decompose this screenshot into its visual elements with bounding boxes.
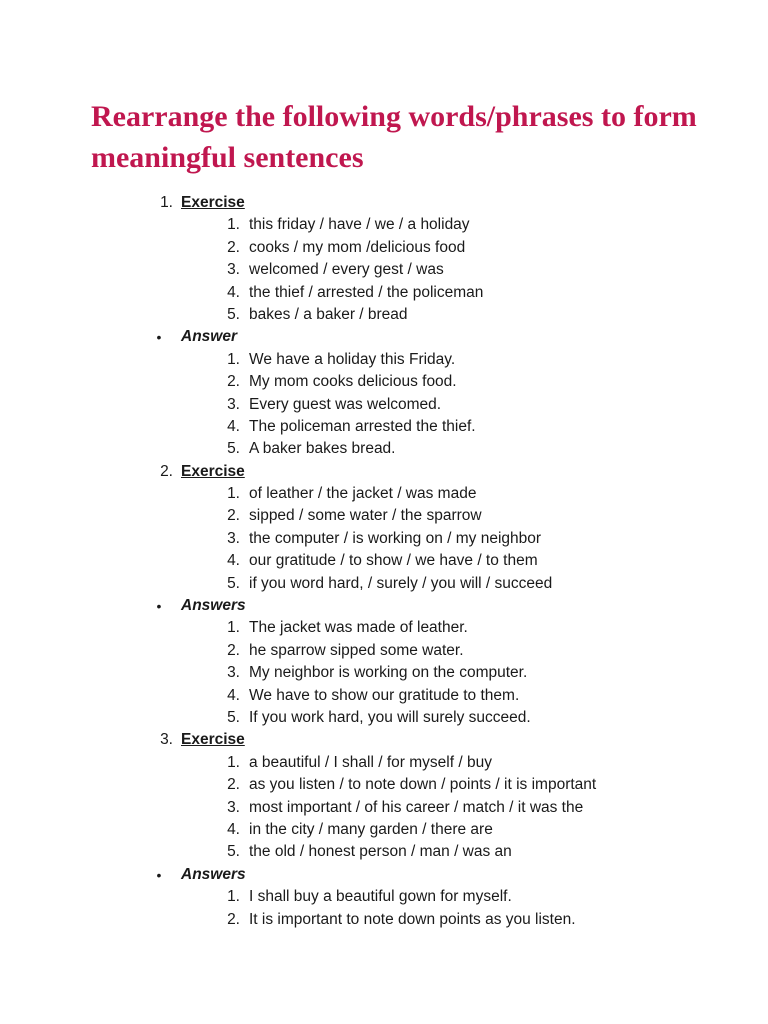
- item-number: 3.: [227, 529, 240, 547]
- item-text: if you word hard, / surely / you will / succeed: [249, 574, 553, 592]
- item-number: 2.: [227, 776, 240, 794]
- bullet-marker: •: [156, 598, 162, 615]
- item-text: We have to show our gratitude to them.: [249, 686, 520, 704]
- item-text: The jacket was made of leather.: [249, 619, 468, 637]
- item-text: If you work hard, you will surely succeed.: [249, 708, 531, 726]
- exercise-label: Exercise: [181, 462, 245, 480]
- item-text: I shall buy a beautiful gown for myself.: [249, 888, 512, 906]
- item-number: 5.: [227, 574, 240, 592]
- item-number: 4.: [227, 686, 240, 704]
- item-text: We have a holiday this Friday.: [249, 350, 456, 368]
- item-number: 2.: [227, 641, 240, 659]
- list-item: [0, 304, 768, 326]
- exercise-heading: [0, 729, 768, 751]
- list-item: [0, 214, 768, 236]
- list-item: [0, 573, 768, 595]
- list-item: [0, 349, 768, 371]
- item-number: 1.: [227, 485, 240, 503]
- list-item: [0, 707, 768, 729]
- list-item: [0, 416, 768, 438]
- item-text: the thief / arrested / the policeman: [249, 283, 484, 301]
- list-item: [0, 617, 768, 639]
- item-number: 3.: [227, 798, 240, 816]
- answer-label: Answers: [181, 597, 246, 615]
- list-item: [0, 640, 768, 662]
- item-text: A baker bakes bread.: [249, 440, 396, 458]
- item-number: 2.: [227, 507, 240, 525]
- list-item: [0, 550, 768, 572]
- item-number: 5.: [227, 708, 240, 726]
- item-text: My mom cooks delicious food.: [249, 373, 457, 391]
- exercise-label: Exercise: [181, 731, 245, 749]
- list-item: [0, 483, 768, 505]
- item-number: 4.: [227, 417, 240, 435]
- item-text: sipped / some water / the sparrow: [249, 507, 482, 525]
- list-item: [0, 909, 768, 931]
- item-number: 5.: [227, 305, 240, 323]
- answer-heading: [0, 326, 768, 348]
- item-number: 3.: [227, 395, 240, 413]
- item-text: The policeman arrested the thief.: [249, 417, 476, 435]
- item-text: a beautiful / I shall / for myself / buy: [249, 753, 492, 771]
- list-item: [0, 752, 768, 774]
- bullet-marker: •: [156, 866, 162, 883]
- answer-label: Answer: [181, 328, 237, 346]
- item-text: It is important to note down points as you listen.: [249, 910, 576, 928]
- item-number: 2.: [227, 910, 240, 928]
- list-item: [0, 528, 768, 550]
- list-item: [0, 819, 768, 841]
- item-text: cooks / my mom /delicious food: [249, 238, 466, 256]
- section-number: 3.: [160, 731, 173, 749]
- item-text: as you listen / to note down / points / it is important: [249, 776, 597, 794]
- item-number: 3.: [227, 261, 240, 279]
- item-number: 1.: [227, 753, 240, 771]
- item-number: 1.: [227, 888, 240, 906]
- item-text: welcomed / every gest / was: [249, 261, 444, 279]
- exercise-label: Exercise: [181, 194, 245, 211]
- item-number: 1.: [227, 619, 240, 637]
- list-item: [0, 259, 768, 281]
- item-number: 5.: [227, 440, 240, 458]
- list-item: [0, 886, 768, 908]
- item-text: in the city / many garden / there are: [249, 820, 493, 838]
- item-text: the computer / is working on / my neighbor: [249, 529, 542, 547]
- item-text: most important / of his career / match / it was the: [249, 798, 584, 816]
- item-number: 4.: [227, 283, 240, 301]
- answer-label: Answers: [181, 865, 246, 883]
- item-text: the old / honest person / man / was an: [249, 843, 512, 861]
- list-item: [0, 662, 768, 684]
- list-item: [0, 394, 768, 416]
- list-item: [0, 685, 768, 707]
- item-text: this friday / have / we / a holiday: [249, 216, 470, 234]
- list-item: [0, 774, 768, 796]
- section-number: 1.: [160, 194, 173, 211]
- item-text: he sparrow sipped some water.: [249, 641, 464, 659]
- exercise-heading: [0, 192, 768, 214]
- list-item: [0, 841, 768, 863]
- page-title: Rearrange the following words/phrases to form meaningful sentences: [91, 100, 697, 174]
- item-number: 5.: [227, 843, 240, 861]
- section-number: 2.: [160, 462, 173, 480]
- item-number: 3.: [227, 664, 240, 682]
- answer-heading: [0, 864, 768, 886]
- item-text: Every guest was welcomed.: [249, 395, 442, 413]
- answer-heading: [0, 595, 768, 617]
- exercise-heading: [0, 461, 768, 483]
- list-item: [0, 282, 768, 304]
- list-item: [0, 237, 768, 259]
- item-text: My neighbor is working on the computer.: [249, 664, 528, 682]
- item-number: 4.: [227, 820, 240, 838]
- item-text: our gratitude / to show / we have / to them: [249, 552, 538, 570]
- list-item: [0, 797, 768, 819]
- list-item: [0, 505, 768, 527]
- item-number: 1.: [227, 350, 240, 368]
- item-number: 2.: [227, 238, 240, 256]
- item-text: of leather / the jacket / was made: [249, 485, 477, 503]
- bullet-marker: •: [156, 329, 162, 346]
- item-number: 4.: [227, 552, 240, 570]
- item-number: 1.: [227, 216, 240, 234]
- list-item: [0, 438, 768, 460]
- exercise-list: [0, 192, 768, 931]
- list-item: [0, 371, 768, 393]
- item-number: 2.: [227, 373, 240, 391]
- item-text: bakes / a baker / bread: [249, 305, 408, 323]
